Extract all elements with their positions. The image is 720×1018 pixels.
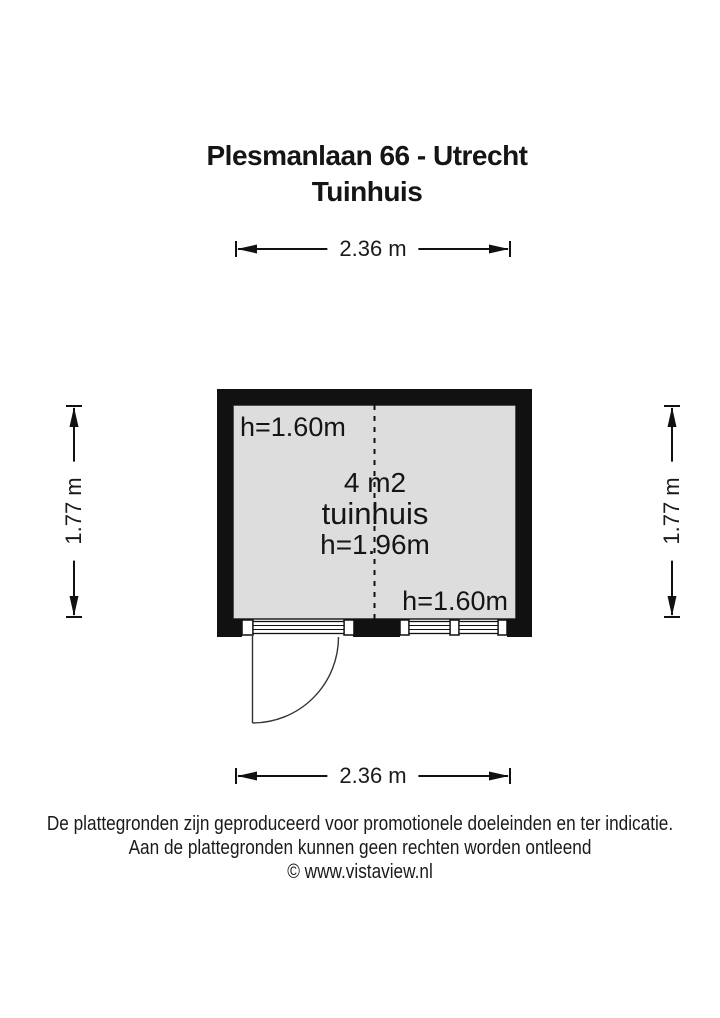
ceiling-height-top-left: h=1.60m [240, 412, 346, 442]
door-panel [253, 622, 344, 634]
footer-disclaimer-line1: De plattegronden zijn geproduceerd voor promotionele doeleinden en ter indicatie. [46, 813, 674, 835]
wall-right [516, 389, 532, 637]
dimension-label-bottom: 2.36 m [327, 763, 418, 789]
title-room-type: Tuinhuis [311, 176, 423, 207]
door-swing [253, 636, 339, 723]
room-name: tuinhuis [321, 496, 429, 531]
dimension-label-right: 1.77 m [659, 461, 685, 560]
dimension-label-top: 2.36 m [327, 236, 418, 262]
footer-copyright: © www.vistaview.nl [287, 861, 433, 883]
wall-top [217, 389, 532, 405]
wall-bottom-left-corner [217, 619, 242, 637]
title-address: Plesmanlaan 66 - Utrecht [206, 140, 528, 171]
wall-left [217, 389, 233, 637]
room-center-labels [320, 468, 430, 560]
ceiling-height-bottom-right: h=1.60m [402, 586, 508, 616]
wall-bottom-right-corner [507, 619, 532, 637]
room-height-center: h=1.96m [320, 529, 430, 560]
dimension-label-left: 1.77 m [61, 461, 87, 560]
wall-bottom-middle-segment [353, 619, 400, 637]
door-swing-arc [253, 637, 339, 723]
room-area: 4 m2 [343, 467, 407, 498]
footer-disclaimer-line2: Aan de plattegronden kunnen geen rechten worden ontleend [128, 837, 592, 859]
